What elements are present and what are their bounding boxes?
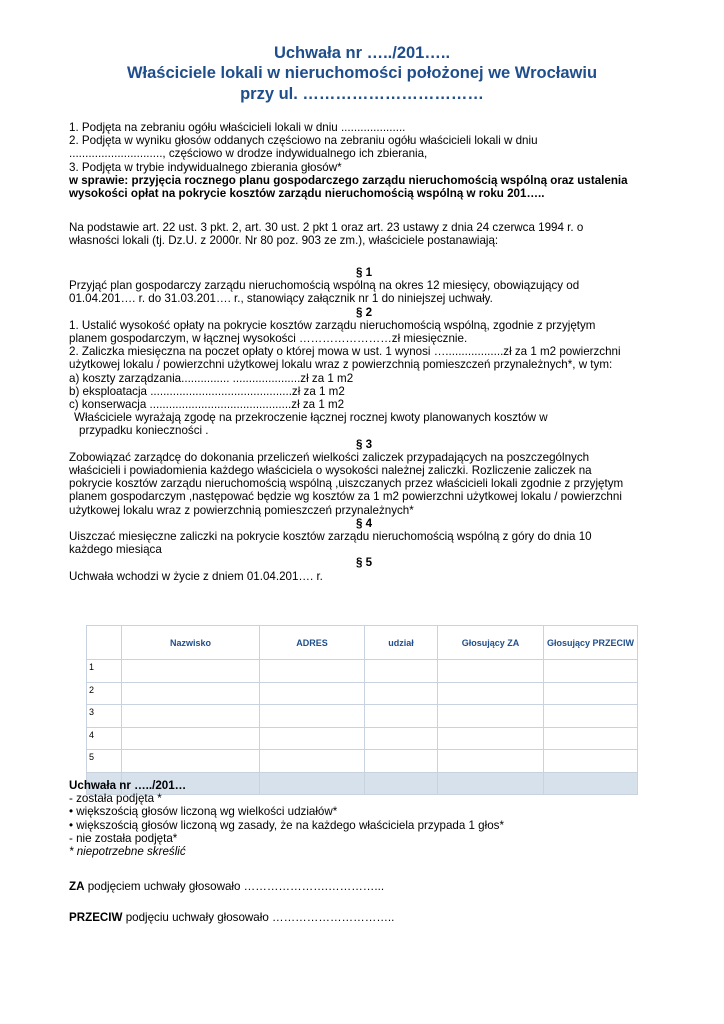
- resolution-title: Uchwała nr …../201…..: [273, 44, 451, 62]
- resolution-owners: Właściciele lokali w nieruchomości położonej we Wrocławiu: [126, 64, 598, 82]
- votes-against-text: podjęciu uchwały głosowało …………………………..: [122, 911, 395, 924]
- cell[interactable]: [544, 727, 638, 750]
- summary-title: Uchwała nr …../201…: [69, 779, 187, 792]
- section-5-heading: § 5: [355, 556, 373, 570]
- section-line: użytkowej lokalu / powierzchni użytkowej lokalu wraz z powierzchnią pomieszczeń przynależnych*, w tym:: [69, 358, 613, 372]
- row-number: 3: [87, 705, 122, 728]
- subject-line: w sprawie: przyjęcia rocznego planu gospodarczego zarządu nieruchomością wspólną oraz ustalenia: [69, 173, 628, 187]
- subject-line: wysokości opłat na pokrycie kosztów zarządu nieruchomością wspólną w roku 201…..: [69, 187, 545, 201]
- cell[interactable]: [544, 750, 638, 773]
- cell[interactable]: [260, 705, 365, 728]
- col-header-number: [87, 626, 122, 660]
- cell[interactable]: [438, 660, 544, 683]
- resolution-street: przy ul. ……………………………: [240, 85, 484, 103]
- section-line: 2. Zaliczka miesięczna na poczet opłaty o której mowa w ust. 1 wynosi …..................zł za 1 m2 powierzchni: [69, 345, 621, 359]
- section-line: a) koszty zarządzania............... .....................zł za 1 m2: [69, 371, 354, 385]
- cell[interactable]: [122, 705, 260, 728]
- voting-table: [86, 625, 638, 795]
- adoption-mode: [69, 121, 659, 200]
- adoption-line: 3. Podjęta w trybie indywidualnego zbierania głosów*: [69, 160, 342, 174]
- section-1-heading: § 1: [355, 266, 373, 279]
- cell[interactable]: [438, 727, 544, 750]
- row-number: 1: [87, 660, 122, 683]
- row-number: 2: [87, 682, 122, 705]
- col-header-against: Głosujący PRZECIW: [544, 626, 638, 660]
- cell[interactable]: [438, 750, 544, 773]
- cell[interactable]: [365, 727, 438, 750]
- summary-item: - nie została podjęta*: [69, 831, 178, 845]
- row-number: 5: [87, 750, 122, 773]
- table-header-row: [87, 626, 638, 660]
- adoption-line: ............................., częściowo w drodze indywidualnego ich zbierania,: [69, 147, 428, 161]
- section-line: Zobowiązać zarządcę do dokonania przeliczeń wielkości zaliczek przypadających na poszczególnych: [69, 450, 590, 464]
- section-line: c) konserwacja ............................................zł za 1 m2: [69, 398, 345, 412]
- section-line: każdego miesiąca: [69, 543, 162, 557]
- section-line: planem gospodarczym ,następować będzie wg kosztów za 1 m2 powierzchni użytkowej lokalu / powierzchni: [69, 490, 622, 504]
- cell[interactable]: [544, 660, 638, 683]
- section-line: Właściciele wyrażają zgodę na przekroczenie łącznej rocznej kwoty planowanych kosztów w: [74, 411, 548, 425]
- table-row: [87, 705, 638, 728]
- section-2-heading: § 2: [355, 305, 373, 319]
- cell[interactable]: [365, 705, 438, 728]
- legal-basis: [69, 221, 659, 247]
- col-header-for: Głosujący ZA: [438, 626, 544, 660]
- section-line: Uchwała wchodzi w życie z dniem 01.04.201…. r.: [69, 569, 323, 583]
- basis-line: własności lokali (tj. Dz.U. z 2000r. Nr 80 poz. 903 ze zm.), właściciele postanawiają:: [69, 234, 499, 248]
- cell[interactable]: [260, 727, 365, 750]
- cell[interactable]: [544, 705, 638, 728]
- cell[interactable]: [260, 750, 365, 773]
- col-header-address: ADRES: [260, 626, 365, 660]
- section-line: pokrycie kosztów zarządu nieruchomością wspólną ,uiszczanych przez właścicieli lokali zgodnie z przyjętym: [69, 477, 624, 491]
- basis-line: Na podstawie art. 22 ust. 3 pkt. 2, art. 30 ust. 2 pkt 1 oraz art. 23 ustawy z dnia 24 czerwca 1994 r. o: [69, 221, 584, 234]
- section-4-heading: § 4: [355, 516, 373, 530]
- cell[interactable]: [260, 682, 365, 705]
- cell[interactable]: [365, 660, 438, 683]
- cell[interactable]: [260, 660, 365, 683]
- section-line: 01.04.201…. r. do 31.03.201…. r., stanowiący załącznik nr 1 do niniejszej uchwały.: [69, 292, 493, 306]
- cell[interactable]: [438, 705, 544, 728]
- section-line: Uiszczać miesięczne zaliczki na pokrycie kosztów zarządu nieruchomością wspólną z góry do dnia 10: [69, 530, 592, 544]
- votes-against-line: [69, 911, 659, 924]
- sections: [69, 266, 659, 583]
- cell[interactable]: [438, 682, 544, 705]
- table-row: [87, 727, 638, 750]
- cell[interactable]: [122, 750, 260, 773]
- section-line: Przyjąć plan gospodarczy zarządu nieruchomością wspólną na okres 12 miesięcy, obowiązujący od: [69, 279, 580, 293]
- cell[interactable]: [122, 660, 260, 683]
- adoption-line: 2. Podjęta w wyniku głosów oddanych częściowo na zebraniu ogółu właścicieli lokali w dniu: [69, 134, 538, 148]
- col-header-name: Nazwisko: [122, 626, 260, 660]
- row-number: 4: [87, 727, 122, 750]
- summary-note: * niepotrzebne skreślić: [69, 845, 186, 859]
- table-row: [87, 660, 638, 683]
- votes-for-text: podjęciem uchwały głosowało ………………….…………...: [84, 880, 385, 893]
- adoption-line: 1. Podjęta na zebraniu ogółu właścicieli lokali w dniu ....................: [69, 121, 406, 134]
- section-line: b) eksploatacja ............................................zł za 1 m2: [69, 384, 345, 398]
- section-line: przypadku konieczności .: [79, 424, 209, 438]
- section-line: planem gospodarczym, w łącznej wysokości ……………………zł miesięcznie.: [69, 332, 468, 346]
- table-row: [87, 750, 638, 773]
- table-row: [87, 682, 638, 705]
- summary-item: • większością głosów liczoną wg wielkości udziałów*: [69, 805, 338, 819]
- cell[interactable]: [365, 682, 438, 705]
- resolution-summary: [69, 779, 659, 858]
- cell[interactable]: [122, 727, 260, 750]
- section-line: 1. Ustalić wysokość opłaty na pokrycie kosztów zarządu nieruchomością wspólną, zgodnie z przyjętym: [69, 318, 596, 332]
- summary-item: - została podjęta *: [69, 792, 162, 806]
- section-line: użytkowej lokalu wraz z powierzchnią pomieszczeń przynależnych*: [69, 503, 414, 517]
- section-3-heading: § 3: [355, 437, 373, 451]
- summary-item: • większością głosów liczoną wg zasady, że na każdego właściciela przypada 1 głos*: [69, 818, 504, 832]
- section-line: właścicieli i powiadomienia każdego właściciela o wysokości należnej zaliczki. Rozliczenie zaliczek na: [69, 464, 592, 478]
- cell[interactable]: [544, 682, 638, 705]
- cell[interactable]: [122, 682, 260, 705]
- cell[interactable]: [365, 750, 438, 773]
- votes-for-label: ZA: [69, 880, 85, 893]
- col-header-share: udział: [365, 626, 438, 660]
- votes-against-label: PRZECIW: [69, 911, 123, 924]
- votes-for-line: [69, 880, 659, 893]
